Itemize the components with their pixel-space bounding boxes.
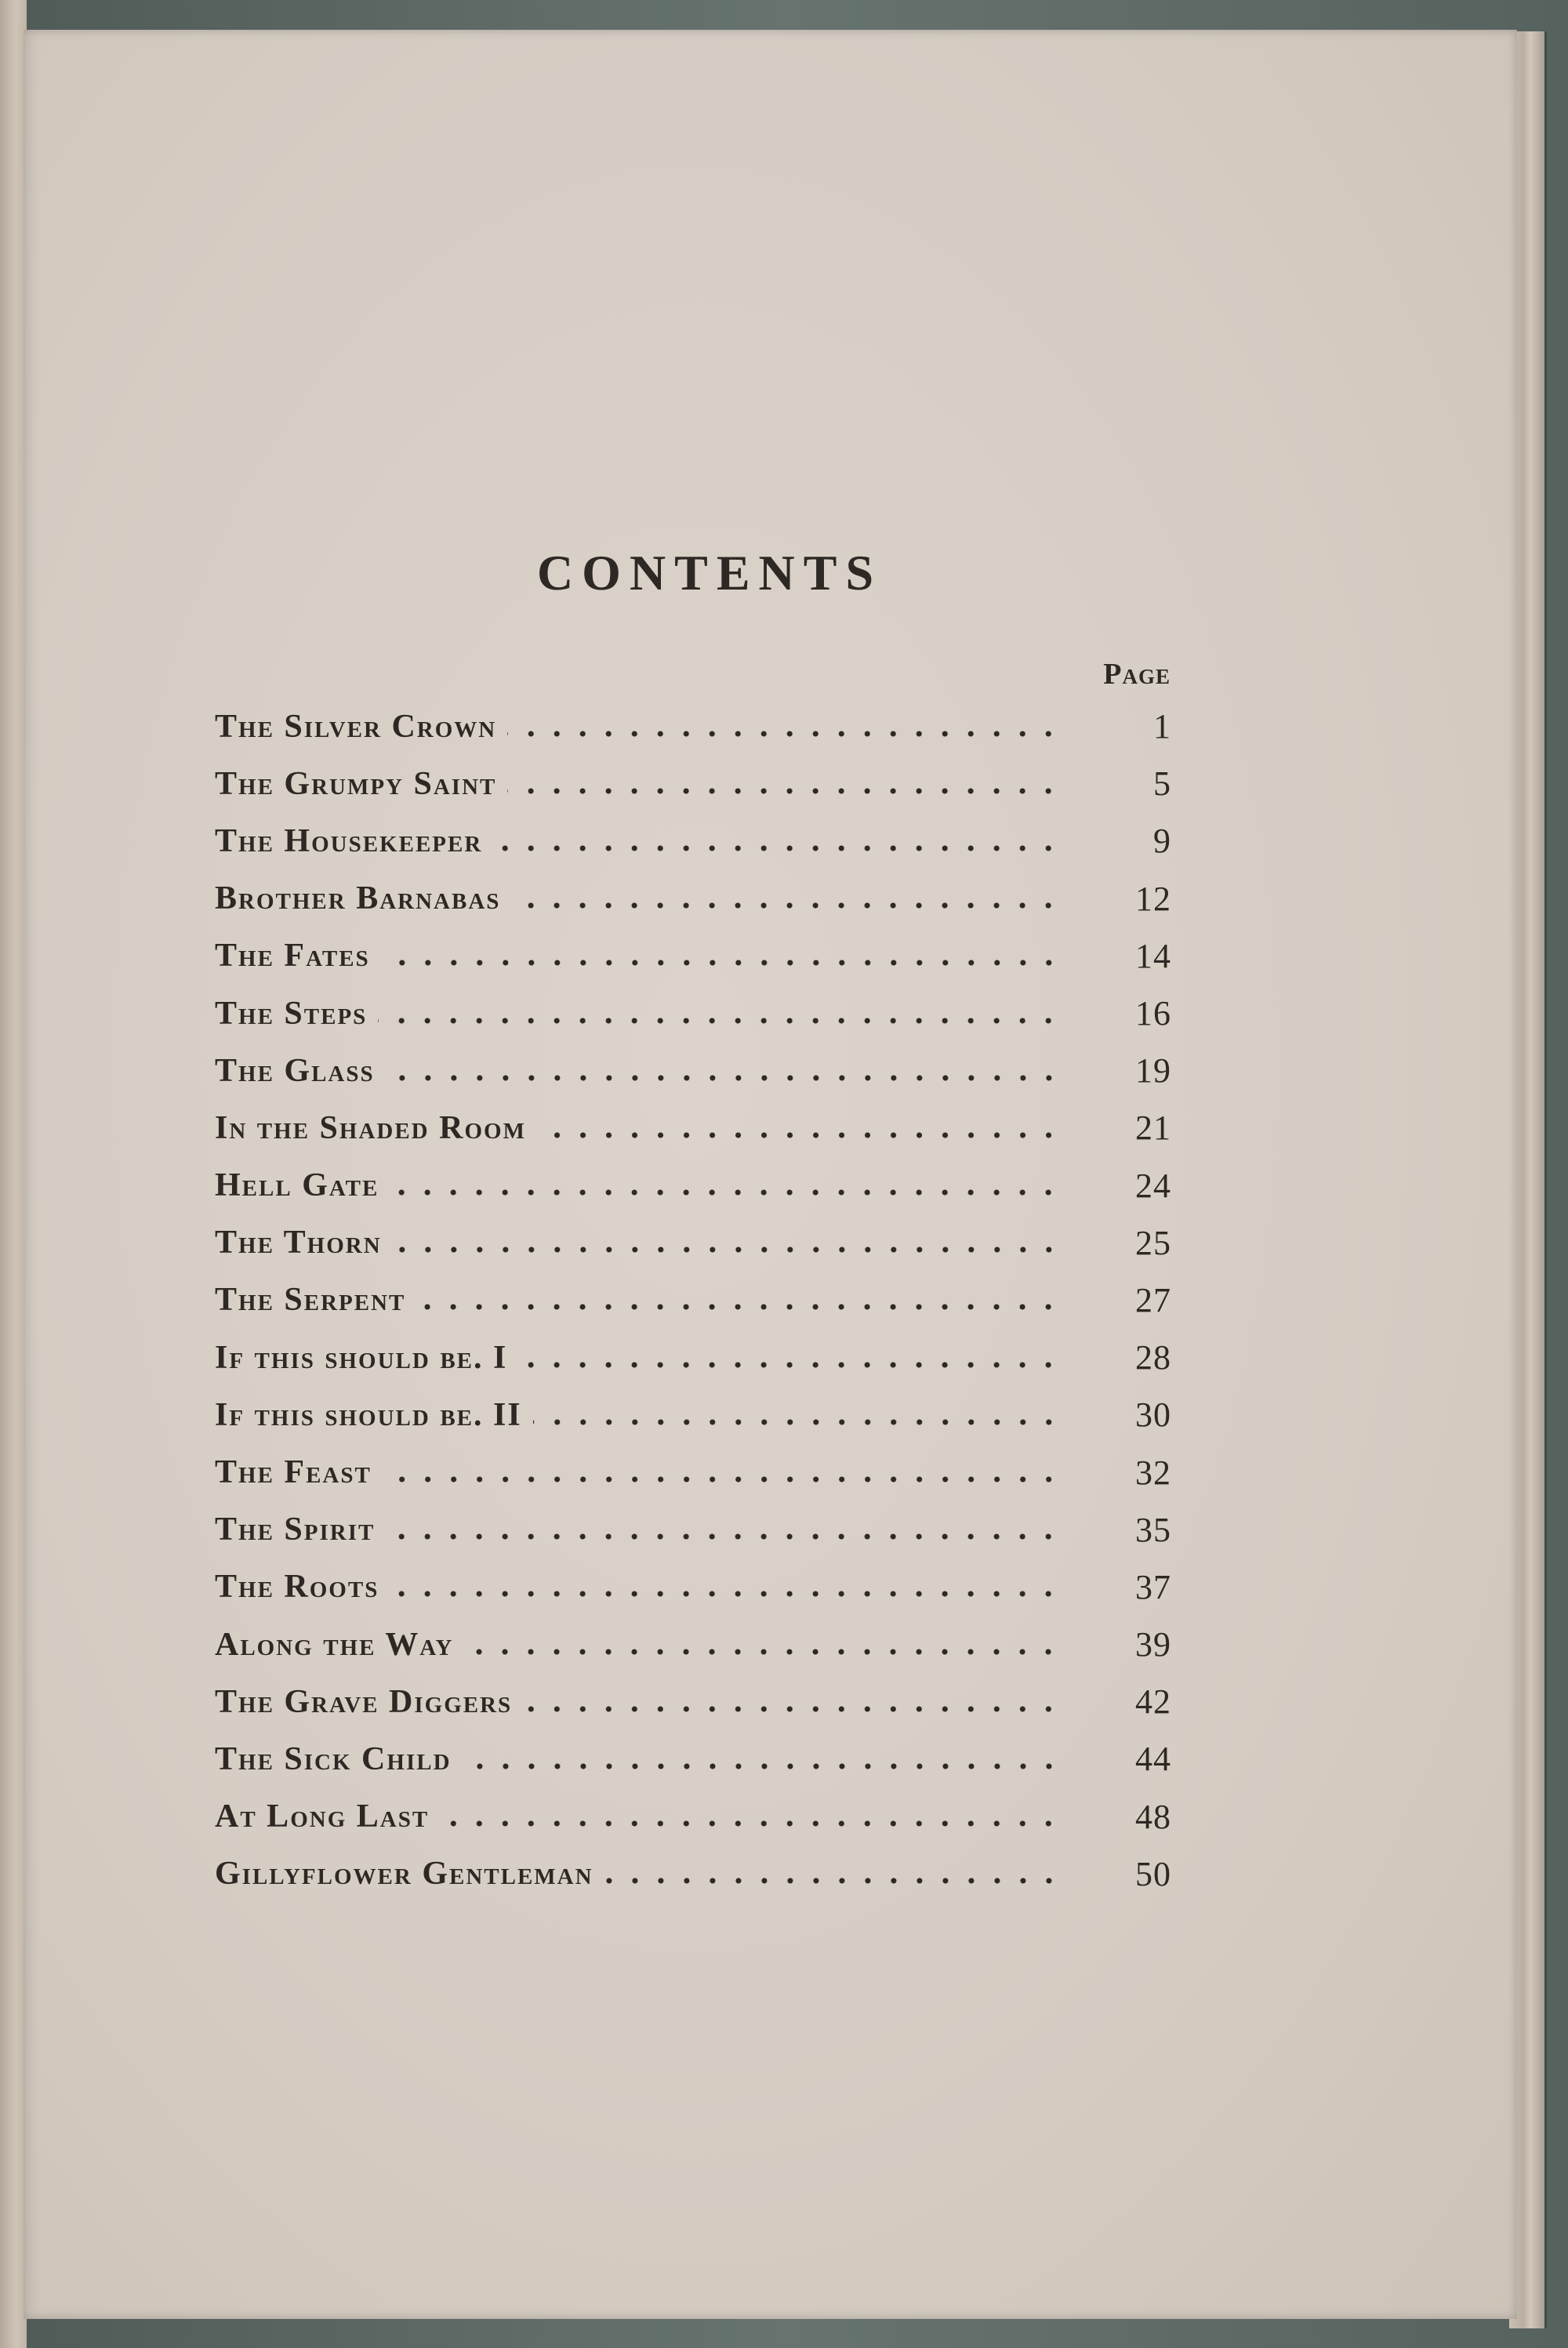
dot-leader	[604, 1877, 1062, 1885]
toc-entry	[215, 1157, 1171, 1214]
dot-leader	[507, 787, 1062, 795]
toc-entry-page-number: 16	[1135, 994, 1171, 1033]
toc-entry-title: Hell Gate	[215, 1167, 379, 1204]
toc-entry-page-number: 37	[1135, 1567, 1171, 1606]
toc-entry-page-number: 21	[1135, 1109, 1171, 1148]
toc-entry	[215, 1042, 1171, 1099]
toc-entry-page-number: 9	[1153, 822, 1171, 861]
dot-leader	[464, 1648, 1062, 1656]
dot-leader	[381, 959, 1062, 967]
contents-page	[24, 30, 1517, 2319]
toc-entry-page-number: 12	[1135, 879, 1171, 918]
dot-leader	[383, 1475, 1062, 1483]
dot-leader	[393, 1246, 1062, 1254]
dot-leader	[463, 1762, 1062, 1770]
dot-leader	[378, 1017, 1062, 1025]
toc-entry-title: If this should be. II	[215, 1396, 522, 1433]
toc-entry-title: Gillyflower Gentleman	[215, 1856, 593, 1893]
toc-entry-title: The Fates	[215, 938, 370, 974]
toc-entry-page-number: 19	[1135, 1051, 1171, 1091]
toc-entry-title: The Serpent	[215, 1282, 406, 1319]
toc-entry-page-number: 48	[1135, 1797, 1171, 1836]
toc-entry-title: The Housekeeper	[215, 822, 483, 859]
toc-entry	[215, 1730, 1171, 1787]
toc-entry-page-number: 25	[1135, 1223, 1171, 1262]
dot-leader	[518, 1361, 1062, 1369]
toc-entry-title: The Grumpy Saint	[215, 765, 497, 802]
toc-entry-title: The Silver Crown	[215, 708, 497, 745]
toc-entry-title: If this should be. I	[215, 1339, 508, 1376]
toc-entry-title: The Grave Diggers	[215, 1683, 513, 1720]
toc-entry-page-number: 30	[1135, 1395, 1171, 1435]
toc-entry	[215, 1673, 1171, 1730]
dot-leader	[416, 1303, 1062, 1311]
toc-entry	[215, 1443, 1171, 1501]
toc-entry-title: Along the Way	[215, 1626, 454, 1663]
toc-entry-page-number: 44	[1135, 1740, 1171, 1779]
toc-entry	[215, 812, 1171, 869]
dot-leader	[511, 902, 1062, 909]
toc-entry-title: In the Shaded Room	[215, 1109, 526, 1146]
dot-leader	[493, 844, 1062, 852]
toc-entry	[215, 755, 1171, 812]
toc-entry-page-number: 28	[1135, 1338, 1171, 1377]
toc-entry	[215, 1559, 1171, 1616]
toc-entry-page-number: 27	[1135, 1280, 1171, 1319]
toc-entry	[215, 1845, 1171, 1903]
toc-entry-title: The Steps	[215, 995, 368, 1032]
dot-leader	[507, 730, 1062, 738]
dot-leader	[390, 1590, 1062, 1598]
toc-entry	[215, 1501, 1171, 1559]
page-title: CONTENTS	[536, 545, 883, 601]
dot-leader	[440, 1820, 1062, 1827]
toc-entry-page-number: 35	[1135, 1510, 1171, 1549]
toc-entry	[215, 698, 1171, 755]
toc-entry	[215, 1788, 1171, 1845]
toc-entry-title: The Roots	[215, 1569, 379, 1606]
toc-entry	[215, 1272, 1171, 1329]
dot-leader	[537, 1131, 1062, 1139]
toc-entry-title: The Feast	[215, 1454, 372, 1491]
toc-entry	[215, 1214, 1171, 1272]
toc-entry-title: The Sick Child	[215, 1740, 452, 1777]
toc-entry	[215, 870, 1171, 927]
toc-entry-page-number: 50	[1135, 1854, 1171, 1893]
toc-entry-page-number: 42	[1135, 1682, 1171, 1722]
table-of-contents	[215, 698, 1171, 1903]
toc-entry	[215, 927, 1171, 985]
toc-entry-page-number: 24	[1135, 1166, 1171, 1205]
toc-entry-page-number: 5	[1153, 764, 1171, 804]
dot-leader	[390, 1189, 1062, 1196]
toc-entry-title: The Thorn	[215, 1225, 382, 1261]
dot-leader	[523, 1705, 1062, 1713]
page-column-label: Page	[1103, 658, 1171, 691]
toc-entry-title: The Spirit	[215, 1512, 376, 1548]
toc-entry	[215, 1386, 1171, 1443]
toc-entry	[215, 985, 1171, 1042]
toc-entry-page-number: 14	[1135, 936, 1171, 975]
toc-entry-page-number: 1	[1153, 707, 1171, 746]
toc-entry	[215, 1616, 1171, 1673]
dot-leader	[386, 1074, 1062, 1082]
dot-leader	[386, 1533, 1062, 1541]
toc-entry-page-number: 39	[1135, 1625, 1171, 1664]
toc-entry-title: At Long Last	[215, 1798, 430, 1835]
toc-entry-title: The Glass	[215, 1052, 375, 1089]
toc-entry-page-number: 32	[1135, 1453, 1171, 1492]
dot-leader	[533, 1418, 1062, 1426]
facing-page-edge	[0, 0, 27, 2348]
toc-entry	[215, 1329, 1171, 1386]
toc-entry-title: Brother Barnabas	[215, 880, 501, 917]
toc-entry	[215, 1099, 1171, 1156]
